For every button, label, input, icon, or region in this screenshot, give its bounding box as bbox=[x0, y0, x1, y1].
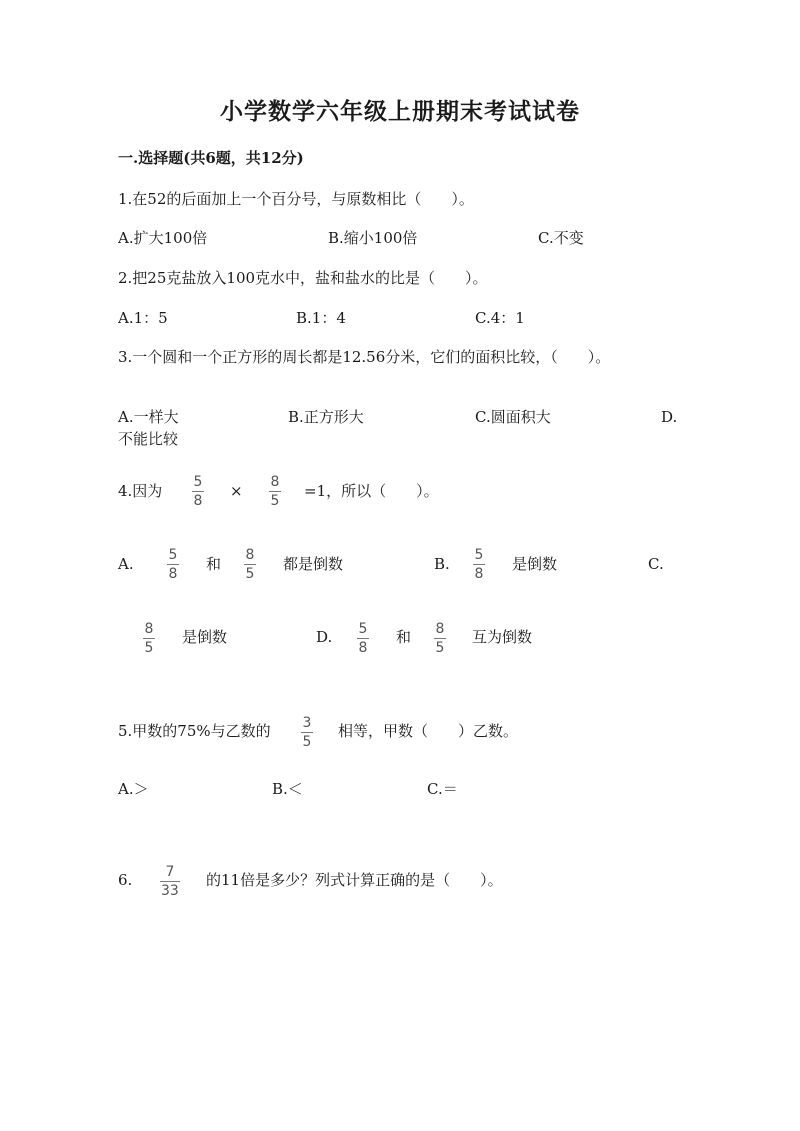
question-4-option-d-and: 和 bbox=[396, 628, 412, 646]
question-3-option-c: C.圆面积大 bbox=[475, 408, 551, 426]
question-5-fraction: 3 5 bbox=[302, 715, 312, 750]
section-heading: 一.选择题(共6题，共12分) bbox=[118, 149, 304, 167]
question-4-fraction-1: 5 8 bbox=[193, 474, 203, 509]
question-3-option-b: B.正方形大 bbox=[288, 408, 364, 426]
question-4-option-c-text: 是倒数 bbox=[182, 628, 228, 646]
question-1-stem: 1.在52的后面加上一个百分号，与原数相比（ ）。 bbox=[118, 190, 474, 208]
question-5-option-b: B.＜ bbox=[272, 780, 303, 798]
question-4-option-a-fraction-1: 5 8 bbox=[168, 547, 178, 582]
question-2-stem: 2.把25克盐放入100克水中，盐和盐水的比是（ ）。 bbox=[118, 269, 488, 287]
question-4-suffix: =1，所以（ ）。 bbox=[304, 482, 439, 500]
question-4-prefix: 4.因为 bbox=[118, 482, 163, 500]
exam-title: 小学数学六年级上册期末考试试卷 bbox=[220, 98, 580, 125]
question-4-option-a-label: A. bbox=[118, 555, 134, 573]
question-6-suffix: 的11倍是多少？列式计算正确的是（ ）。 bbox=[206, 871, 503, 889]
question-4-option-a-text: 都是倒数 bbox=[283, 555, 344, 573]
question-5-prefix: 5.甲数的75%与乙数的 bbox=[118, 722, 271, 740]
question-4-option-b-label: B. bbox=[434, 555, 450, 573]
question-6-fraction: 7 33 bbox=[161, 864, 179, 899]
question-2-option-a: A.1：5 bbox=[118, 309, 168, 327]
question-4-option-d-text: 互为倒数 bbox=[472, 628, 533, 646]
question-1-option-b: B.缩小100倍 bbox=[328, 229, 418, 247]
question-4-option-b-fraction: 5 8 bbox=[474, 547, 484, 582]
question-4-option-a-fraction-2: 8 5 bbox=[245, 547, 255, 582]
question-3-option-d-text: 不能比较 bbox=[118, 430, 179, 448]
question-5-suffix: 相等，甲数（ ）乙数。 bbox=[338, 722, 519, 740]
question-4-option-c-fraction: 8 5 bbox=[144, 621, 154, 656]
question-3-option-d-label: D. bbox=[661, 408, 678, 426]
question-3-stem: 3.一个圆和一个正方形的周长都是12.56分米，它们的面积比较，（ ）。 bbox=[118, 348, 611, 366]
question-2-option-c: C.4：1 bbox=[475, 309, 525, 327]
times-sign: × bbox=[230, 482, 243, 500]
question-4-fraction-2: 8 5 bbox=[270, 474, 280, 509]
question-3-option-a: A.一样大 bbox=[118, 408, 179, 426]
question-5-option-c: C.＝ bbox=[427, 780, 458, 798]
question-5-option-a: A.＞ bbox=[118, 780, 149, 798]
question-1-option-a: A.扩大100倍 bbox=[118, 229, 208, 247]
question-4-option-d-label: D. bbox=[316, 628, 333, 646]
question-4-option-d-fraction-2: 8 5 bbox=[435, 621, 445, 656]
question-4-option-c-label: C. bbox=[648, 555, 664, 573]
question-6-prefix: 6. bbox=[118, 871, 133, 889]
question-1-option-c: C.不变 bbox=[538, 229, 584, 247]
question-4-option-d-fraction-1: 5 8 bbox=[358, 621, 368, 656]
question-4-option-b-text: 是倒数 bbox=[512, 555, 558, 573]
question-2-option-b: B.1：4 bbox=[296, 309, 346, 327]
question-4-option-a-and: 和 bbox=[206, 555, 222, 573]
